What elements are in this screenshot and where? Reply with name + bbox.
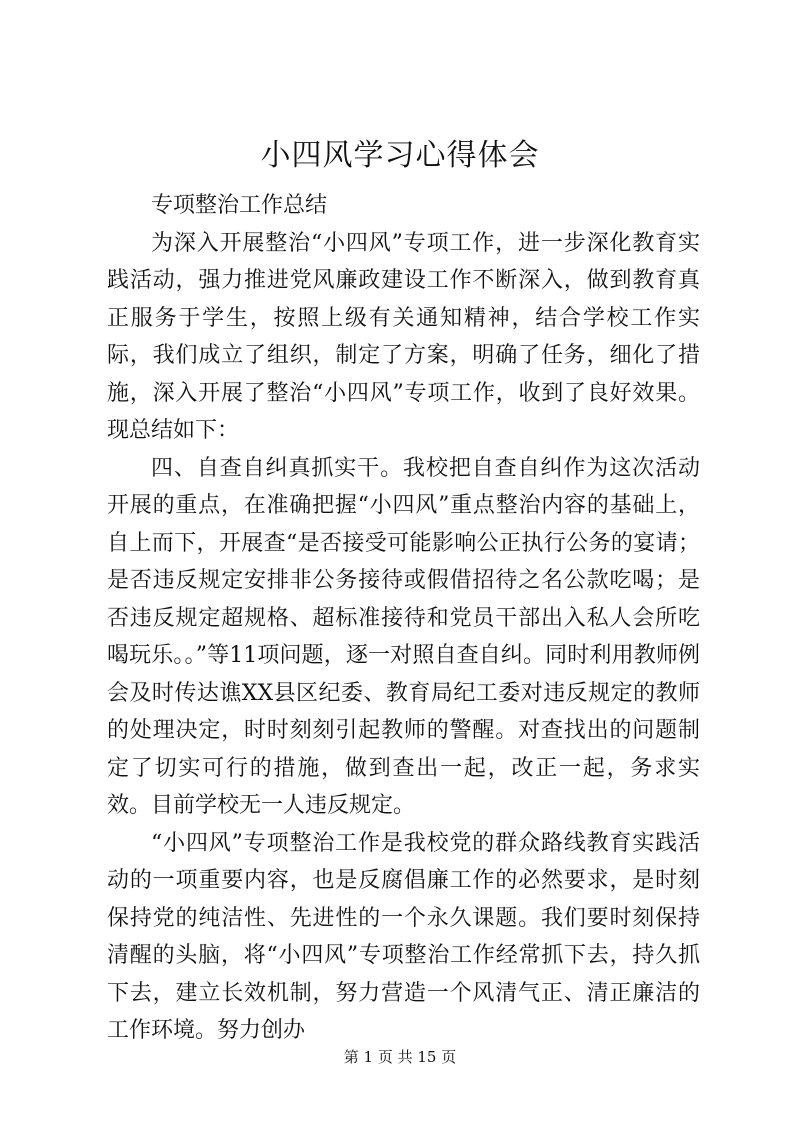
page-number-footer: 第 1 页 共 15 页: [343, 1048, 457, 1066]
document-subtitle: 专项整治工作总结: [151, 193, 328, 218]
document-body: [107, 187, 700, 1050]
paragraph-intro: 为深入开展整治“小四风”专项工作，进一步深化教育实践活动，强力推进党风廉政建设工作不断深入，做到教育真正服务于学生，按照上级有关通知精神，结合学校工作实际，我们成立了组织，制定了方案，明确了任务，细化了措施，深入开展了整治“小四风”专项工作，收到了良好效果。现总结如下：: [107, 230, 700, 443]
paragraph-self-inspection: 四、自查自纠真抓实干。我校把自查自纠作为这次活动开展的重点，在准确把握“小四风”重点整治内容的基础上，自上而下，开展查“是否接受可能影响公正执行公务的宴请；是否违反规定安排非公务接待或假借招待之名公款吃喝；是否违反规定超规格、超标准接待和党员干部出入私人会所吃喝玩乐。。”等11项问题，逐一对照自查自纠。同时利用教师例会及时传达谯XX县区纪委、教育局纪工委对违反规定的教师的处理决定，时时刻刻引起教师的警醒。对查找出的问题制定了切实可行的措施，做到查出一起，改正一起，务求实效。目前学校无一人违反规定。: [107, 455, 700, 818]
paragraph-conclusion: “小四风”专项整治工作是我校党的群众路线教育实践活动的一项重要内容，也是反腐倡廉工作的必然要求，是时刻保持党的纯洁性、先进性的一个永久课题。我们要时刻保持清醒的头脑，将“小四风”专项整治工作经常抓下去，持久抓下去，建立长效机制，努力营造一个风清气正、清正廉洁的工作环境。努力创办: [107, 830, 700, 1043]
document-title: 小四风学习心得体会: [260, 138, 540, 173]
